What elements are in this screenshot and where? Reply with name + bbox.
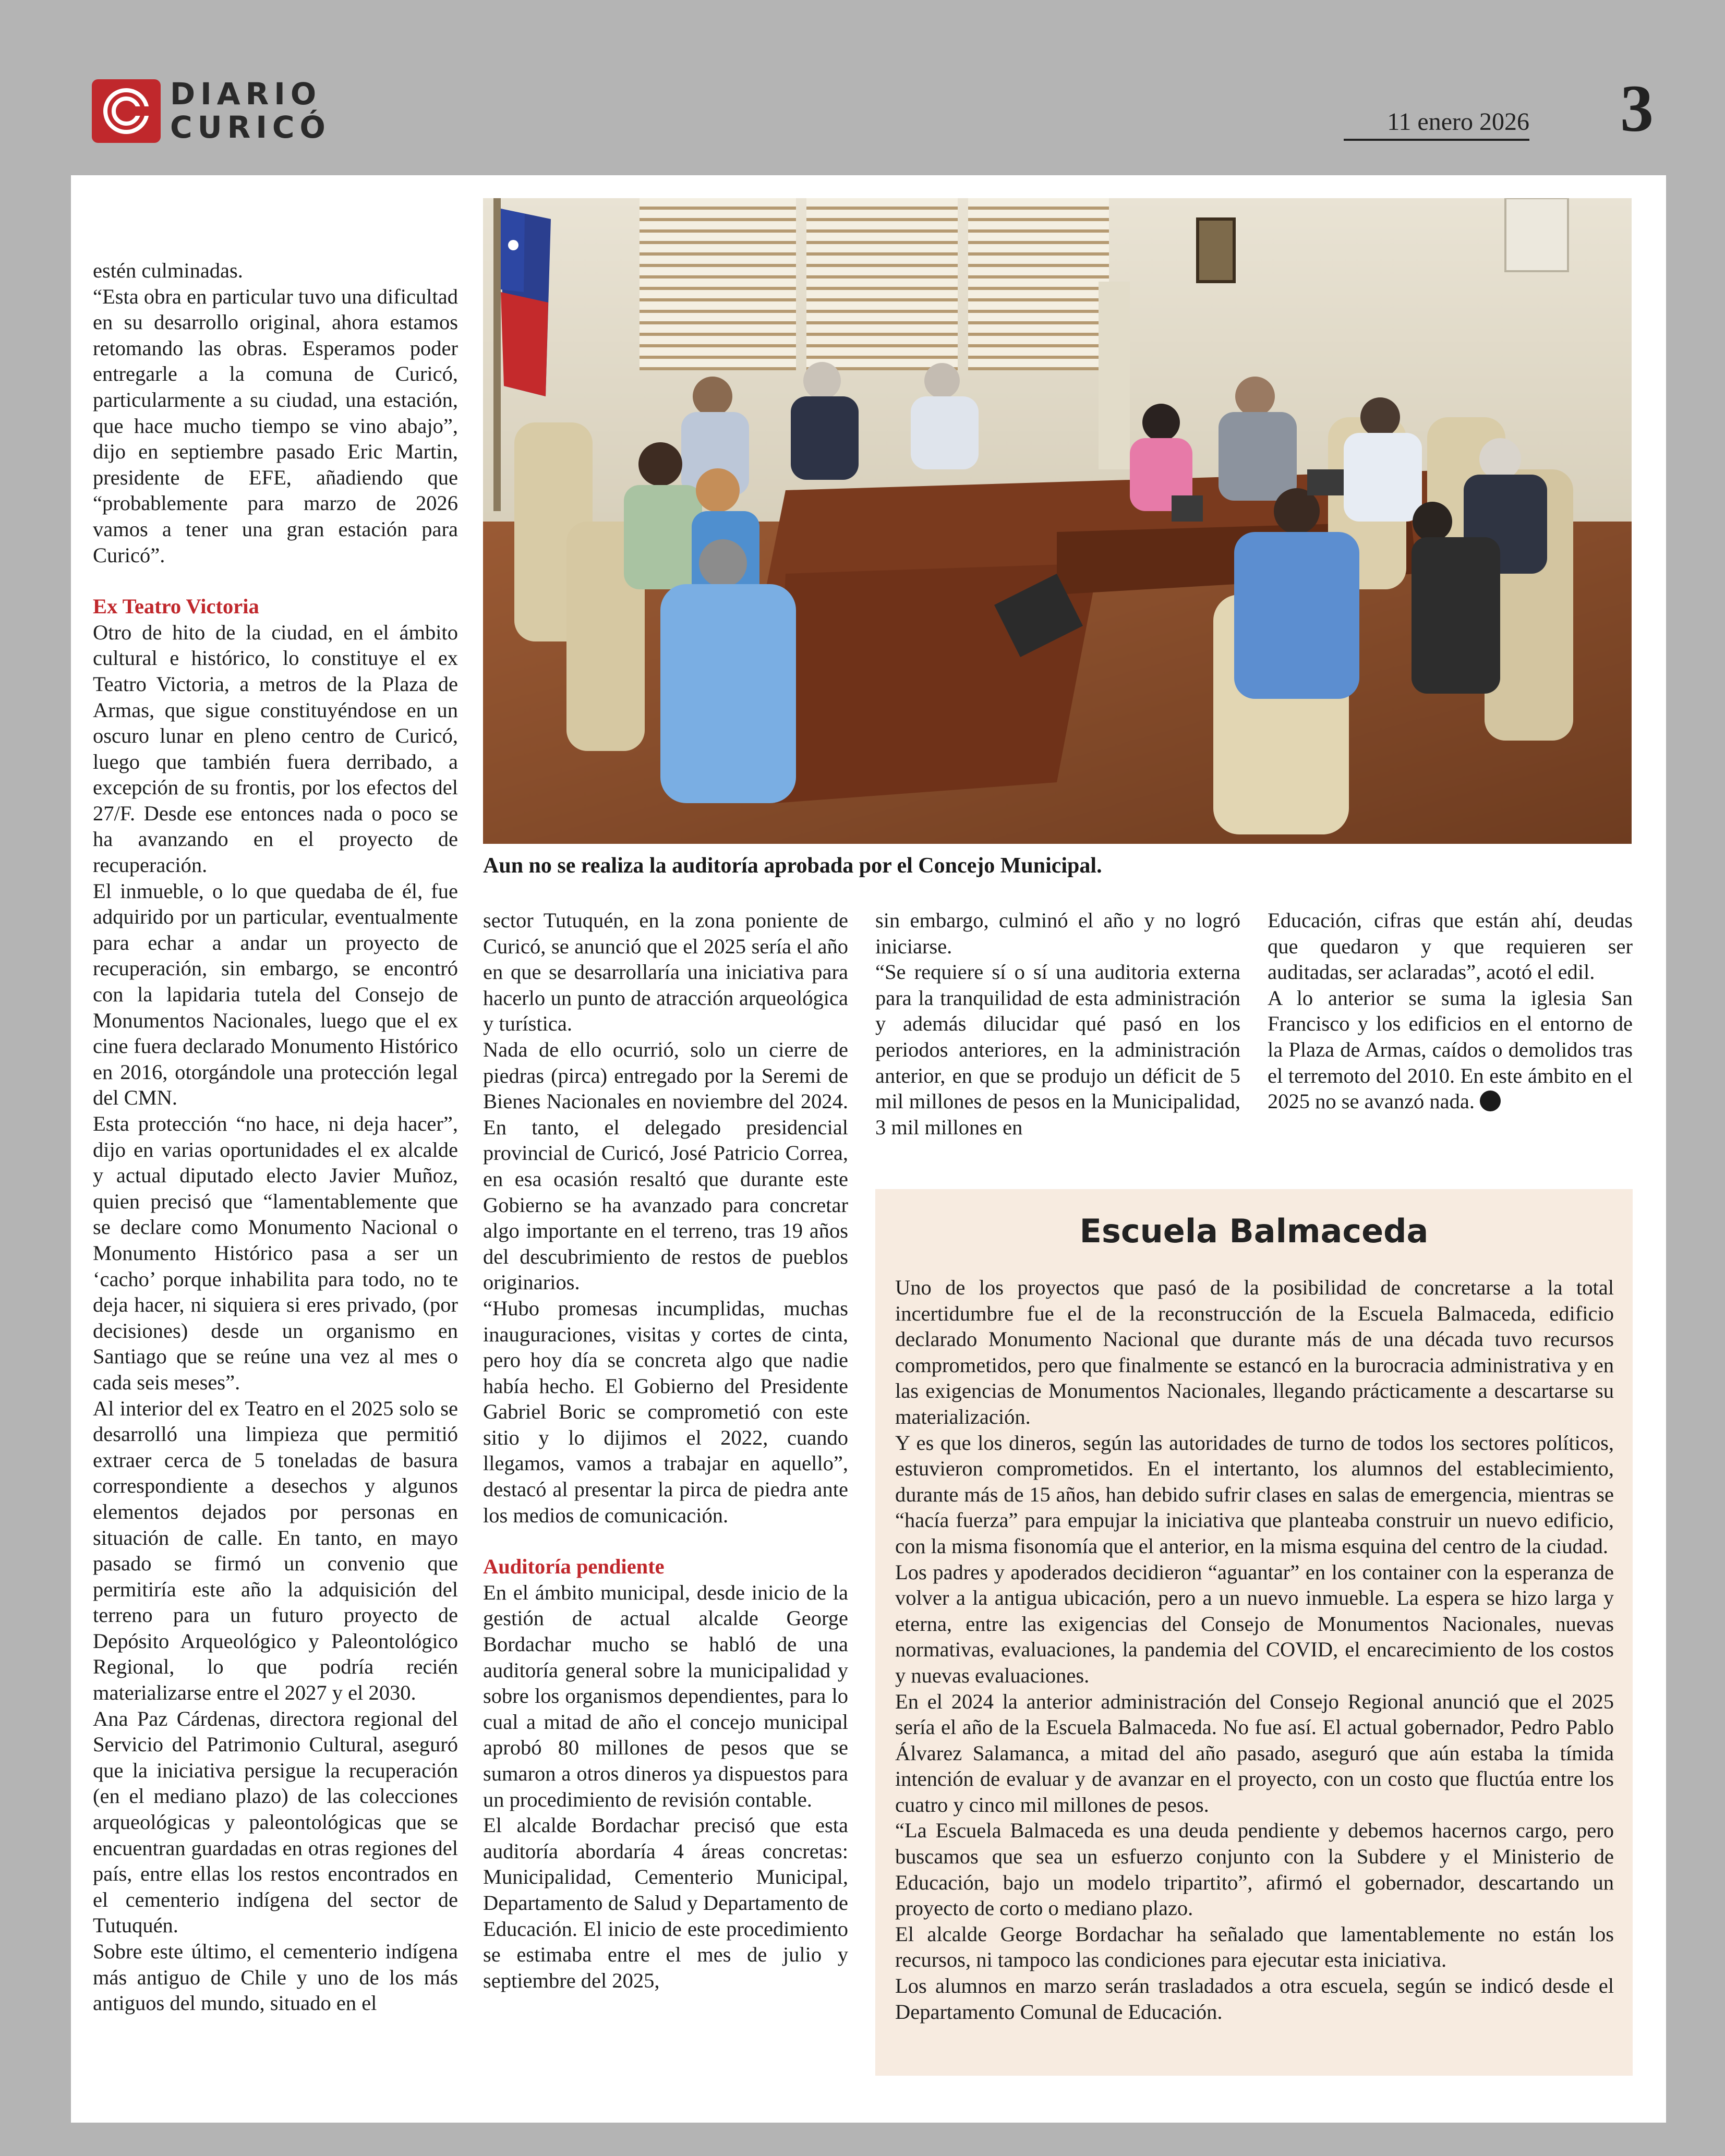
paragraph: “Esta obra en particular tuvo una dificultad en su desarrollo original, ahora estamos retomando las obras. Esperamos poder entregarle a la comuna de Curicó, particularmente a su ciudad, una estación, que hace mucho tiempo se vino abajo”, dijo en septiembre pasado Eric Martin, presidente de EFE, añadiendo que “probablemente para marzo de 2026 vamos a tener una gran estación para Curicó”. (93, 284, 458, 567)
subhead-ex-teatro-victoria: Ex Teatro Victoria (93, 595, 259, 619)
paragraph: Sobre este último, el cementerio indígena más antiguo de Chile y uno de los más antiguos del mundo, situado en el (93, 1940, 458, 2015)
paragraph: En el ámbito municipal, desde inicio de la gestión de actual alcalde George Bordachar mucho se habló de una auditoría general sobre la municipalidad y sobre los organismos dependientes, para lo cual a mitad de año el concejo municipal aprobó 80 millones de pesos que se sumaron a otros dineros ya dispuestos para un procedimiento de revisión contable. (483, 1580, 848, 1811)
paragraph: Nada de ello ocurrió, solo un cierre de piedras (pirca) entregado por la Seremi de Bienes Nacionales en noviembre del 2024. En tanto, el delegado presidencial provincial de Curicó, José Patricio Correa, en esa ocasión resaltó que durante este Gobierno se ha avanzado para concretar algo importante en el terreno, tras 19 años del descubrimiento de restos de pueblos originarios. (483, 1037, 848, 1294)
paragraph: Al interior del ex Teatro en el 2025 solo se desarrolló una limpieza que permitió extraer cerca de 5 toneladas de basura correspondiente a desechos y algunos elementos dejados por personas en situación de calle. En tanto, en mayo pasado se firmó un convenio que permitiría este año la adquisición del terreno para un futuro proyecto de Depósito Arqueológico y Paleontológico Regional, lo que podría recién materializarse entre el 2027 y el 2030. (93, 1396, 458, 1705)
paragraph: En el 2024 la anterior administración del Consejo Regional anunció que el 2025 sería el año de la Escuela Balmaceda. No fue así. El actual gobernador, Pedro Pablo Álvarez Salamanca, a mitad del año pasado, aseguró que aún estaba la tímida intención de evaluar y de avanzar en el proyecto, con un costo que fluctúa entre los cuatro y cinco mil millones de pesos. (895, 1689, 1614, 1816)
column-2 (483, 907, 848, 1993)
paragraph: “La Escuela Balmaceda es una deuda pendiente y debemos hacernos cargo, pero buscamos que sea un esfuerzo conjunto con la Subdere y el Ministerio de Educación, bajo un modelo tripartito”, afirmó el gobernador, descartando un proyecto de corto o mediano plazo. (895, 1819, 1614, 1920)
paragraph (1268, 985, 1633, 1115)
end-of-article-icon (1480, 1091, 1501, 1111)
box-body (895, 1275, 1614, 2025)
sidebar-box-escuela-balmaceda (875, 1189, 1633, 2076)
paragraph: Los alumnos en marzo serán trasladados a otra escuela, según se indicó desde el Departamento Comunal de Educación. (895, 1974, 1614, 2024)
column-1 (93, 258, 458, 2016)
logo-wordmark[interactable] (170, 77, 342, 144)
logo-icon[interactable] (92, 79, 161, 143)
page-number: 3 (1620, 71, 1654, 146)
paragraph: sector Tutuquén, en la zona poniente de Curicó, se anunció que el 2025 sería el año en que se desarrollaría una iniciativa para hacerlo un punto de atracción arqueológica y turística. (483, 909, 848, 1036)
paragraph: El alcalde George Bordachar ha señalado que lamentablemente no están los recursos, ni tampoco las condiciones para ejecutar esta iniciativa. (895, 1922, 1614, 1972)
paragraph: Los padres y apoderados decidieron “aguantar” en los container con la esperanza de volver a la antigua ubicación, pero a un nuevo inmueble. La espera se hizo larga y eterna, entre las exigencias del Consejo de Monumentos Nacionales, nuevas normativas, evaluaciones, la pandemia del COVID, el encarecimiento de los costos y nuevas evaluaciones. (895, 1560, 1614, 1687)
box-title: Escuela Balmaceda (1079, 1212, 1429, 1250)
paragraph: estén culminadas. (93, 259, 243, 282)
paragraph: sin embargo, culminó el año y no logró iniciarse. (875, 909, 1240, 958)
issue-date: 11 enero 2026 (1344, 105, 1529, 141)
paragraph: Educación, cifras que están ahí, deudas que quedaron y que requieren ser auditadas, ser aclaradas”, acotó el edil. (1268, 909, 1633, 984)
council-meeting-illustration (483, 198, 1632, 844)
masthead (0, 0, 1725, 175)
paragraph: Esta protección “no hace, ni deja hacer”, dijo en varias oportunidades el ex alcalde y actual diputado electo Javier Muñoz, quien precisó que “lamentablemente que se declare como Monumento Nacional o Monumento Histórico pasa a ser un ‘cacho’ porque inhabilita para todo, no te deja hacer, ni siquiera si eres privado, (por decisiones) desde un organismo en Santiago que se reúne una vez al mes o cada seis meses”. (93, 1112, 458, 1394)
logo-line-1: DIARIO (170, 76, 322, 112)
paragraph: Otro de hito de la ciudad, en el ámbito cultural e histórico, lo constituye el ex Teatro Victoria, a metros de la Plaza de Armas, que sigue constituyéndose en un oscuro lunar en pleno centro de Curicó, luego que también fuera derribado, a excepción de su frontis, por los efectos del 27/F. Desde ese entonces nada o poco se ha avanzando en el proyecto de recuperación. (93, 620, 458, 877)
logo-line-2: CURICÓ (170, 110, 331, 145)
paragraph: El inmueble, o lo que quedaba de él, fue adquirido por un particular, eventualmente para echar a andar un proyecto de recuperación, sin embargo, se encontró con la lapidaria tutela del Consejo de Monumentos Nacionales, luego que el ex cine fuera declarado Monumento Histórico en 2016, otorgándole una protección legal del CMN. (93, 879, 458, 1110)
paragraph: Y es que los dineros, según las autoridades de turno de todos los sectores políticos, estuvieron comprometidos. En el intertanto, los alumnos del establecimiento, durante más de 15 años, han debido sufrir clases en salas de emergencia, mientras se “hacía fuerza” para empujar la iniciativa que planteaba construir un nuevo edificio, con la misma fisonomía que el anterior, en la misma esquina del centro de la ciudad. (895, 1431, 1614, 1558)
photo-caption: Aun no se realiza la auditoría aprobada por el Concejo Municipal. (483, 854, 1102, 878)
paragraph-text: A lo anterior se suma la iglesia San Francisco y los edificios en el entorno de la Plaza de Armas, caídos o demolidos tras el terremoto del 2010. En este ámbito en el 2025 no se avanzó nada. (1268, 986, 1633, 1113)
paragraph: El alcalde Bordachar precisó que esta auditoría abordaría 4 áreas concretas: Municipalidad, Cementerio Municipal, Departamento de Salud y Departamento de Educación. El inicio de este procedimiento se estimaba entre el mes de julio y septiembre del 2025, (483, 1813, 848, 1992)
paragraph: Ana Paz Cárdenas, directora regional del Servicio del Patrimonio Cultural, aseguró que la iniciativa persigue la recuperación (en el mediano plazo) de las colecciones arqueológicas y paleontológicas que se encuentran guardadas en otras regiones del país, entre ellas los restos encontrados en el cementerio indígena del sector de Tutuquén. (93, 1706, 458, 1937)
article-photo (483, 198, 1632, 844)
subhead-auditoria-pendiente: Auditoría pendiente (483, 1555, 665, 1579)
column-3 (875, 907, 1240, 1140)
paragraph: “Hubo promesas incumplidas, muchas inauguraciones, visitas y cortes de cinta, pero hoy día se concreta algo que nadie había hecho. El Gobierno del Presidente Gabriel Boric se comprometió con este sitio y lo dijimos el 2022, cuando llegamos, vamos a trabajar en aquello”, destacó al presentar la pirca de piedra ante los medios de comunicación. (483, 1296, 848, 1527)
paragraph: “Se requiere sí o sí una auditoria externa para la tranquilidad de esta administración y además dilucidar qué pasó en los periodos anteriores, en la administración anterior, en que se produjo un déficit de 5 mil millones de pesos en la Municipalidad, 3 mil millones en (875, 960, 1240, 1139)
column-4 (1268, 907, 1633, 1115)
paragraph: Uno de los proyectos que pasó de la posibilidad de concretarse a la total incertidumbre fue el de la reconstrucción de la Escuela Balmaceda, edificio declarado Monumento Nacional que durante más de una década tuvo recursos comprometidos, pero que finalmente se estancó en la burocracia administrativa y en las exigencias de Monumentos Nacionales, llegando prácticamente a descartarse su materialización. (895, 1276, 1614, 1428)
